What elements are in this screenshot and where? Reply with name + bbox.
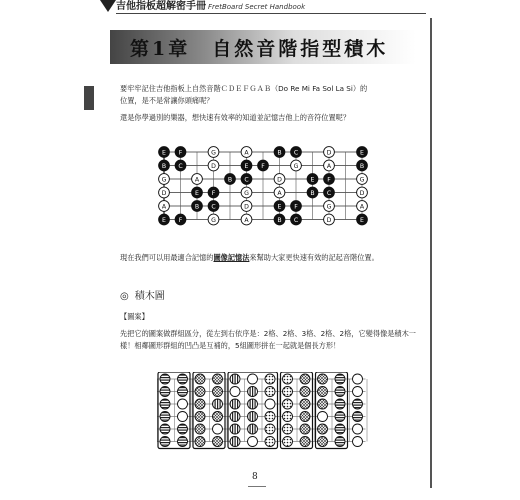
intro-paragraph-2: 還是你學過別的樂器，想快速有效率的知道並記憶吉他上的音符位置呢？ (120, 113, 351, 122)
block-marker (318, 437, 328, 447)
block-marker (160, 412, 170, 422)
block-marker (318, 412, 328, 422)
block-marker (265, 387, 275, 397)
note-label: D (161, 189, 167, 197)
header-triangle-icon (100, 0, 116, 12)
note-label: B (277, 149, 282, 157)
block-marker (195, 387, 205, 397)
block-marker (353, 387, 363, 397)
note-label: F (178, 149, 183, 157)
note-label: D (326, 216, 332, 224)
note-label: E (310, 176, 315, 184)
block-marker (283, 412, 293, 422)
block-marker (213, 412, 223, 422)
note-label: G (244, 189, 249, 197)
block-marker (300, 437, 310, 447)
block-marker (353, 412, 363, 422)
block-marker (283, 399, 293, 409)
block-marker (283, 387, 293, 397)
note-label: B (277, 216, 282, 224)
block-marker (265, 424, 275, 434)
page-number: 8 (252, 472, 258, 482)
block-marker (195, 374, 205, 384)
note-label: D (326, 149, 332, 157)
fretboard-diagram (150, 143, 380, 229)
note-label: E (162, 216, 166, 224)
pattern-label: 【圖案】 (120, 312, 149, 321)
block-marker (300, 399, 310, 409)
block-marker (195, 412, 205, 422)
block-marker (265, 399, 275, 409)
block-marker (195, 424, 205, 434)
note-label: D (244, 203, 249, 211)
note-label: E (360, 216, 364, 224)
block-marker (265, 412, 275, 422)
block-marker (248, 424, 258, 434)
block-marker (160, 437, 170, 447)
note-label: A (161, 203, 167, 211)
block-marker (230, 374, 240, 384)
note-label: C (293, 149, 299, 157)
block-marker (335, 387, 345, 397)
pattern-paragraph: 先把它的圖案做群組區分，從左到右依序是：2格、2格、3格、2格、2格，它變得像是積木一樣！相鄰圖形群組的凹凸是互補的，5組圖形拼在一起就是個長方形！ (120, 329, 416, 350)
block-marker (230, 437, 240, 447)
intro-paragraph-1: 要牢牢記住吉他指板上自然音階ＣＤＥＦＧＡＢ（Do Re Mi Fa Sol La Si）的位置，是不是常讓你頭痛呢？ (120, 84, 368, 105)
block-marker (213, 437, 223, 447)
block-marker (230, 412, 240, 422)
block-marker (300, 374, 310, 384)
block-marker (178, 387, 188, 397)
block-marker (248, 399, 258, 409)
block-marker (213, 374, 223, 384)
block-marker (178, 424, 188, 434)
block-marker (353, 437, 363, 447)
note-label: F (327, 176, 331, 184)
method-emphasis: 圖像記憶法 (213, 253, 250, 262)
note-label: A (244, 216, 249, 224)
block-marker (335, 424, 345, 434)
method-text-after: 來幫助大家更快速有效的記起音階位置。 (249, 253, 379, 262)
block-pattern-diagram (157, 372, 369, 450)
block-marker (160, 399, 170, 409)
block-marker (230, 387, 240, 397)
block-marker (248, 437, 258, 447)
header-divider (116, 13, 426, 14)
method-text-before: 現在我們可以用最適合記憶的 (120, 253, 214, 262)
method-paragraph (120, 252, 410, 264)
section-mark-icon: ◎ (120, 291, 129, 302)
block-marker (178, 412, 188, 422)
block-marker (265, 374, 275, 384)
block-marker (195, 437, 205, 447)
block-marker (178, 399, 188, 409)
note-label: C (211, 203, 216, 211)
note-label: F (211, 189, 216, 197)
note-label: F (178, 216, 183, 224)
note-label: F (261, 162, 265, 170)
block-marker (230, 399, 240, 409)
block-marker (283, 424, 293, 434)
note-label: A (194, 176, 200, 184)
note-label: G (211, 216, 216, 224)
note-label: C (293, 216, 299, 224)
note-label: B (194, 203, 200, 211)
note-label: G (293, 162, 299, 170)
note-label: B (227, 176, 233, 184)
note-label: A (326, 162, 332, 170)
block-marker (178, 437, 188, 447)
note-label: E (360, 149, 364, 157)
note-label: A (244, 149, 249, 157)
block-marker (160, 424, 170, 434)
chapter-side-tab (84, 86, 94, 110)
note-label: B (310, 189, 315, 197)
note-label: G (359, 176, 365, 184)
header-subtitle: FretBoard Secret Handbook (208, 3, 306, 11)
right-margin-rule (430, 18, 432, 488)
note-label: G (161, 176, 167, 184)
block-marker (353, 399, 363, 409)
block-marker (213, 399, 223, 409)
note-label: C (326, 189, 332, 197)
note-label: D (211, 162, 216, 170)
block-marker (300, 424, 310, 434)
block-marker (353, 374, 363, 384)
block-marker (335, 399, 345, 409)
block-marker (300, 412, 310, 422)
section-title: 積木圖 (134, 291, 165, 302)
block-marker (283, 374, 293, 384)
note-label: F (294, 203, 298, 211)
note-label: E (162, 149, 166, 157)
block-marker (178, 374, 188, 384)
block-marker (283, 437, 293, 447)
block-marker (335, 374, 345, 384)
block-marker (335, 437, 345, 447)
block-marker (213, 424, 223, 434)
block-marker (248, 374, 258, 384)
block-marker (318, 374, 328, 384)
block-marker (318, 387, 328, 397)
block-marker (318, 424, 328, 434)
note-label: D (277, 176, 282, 184)
block-marker (335, 412, 345, 422)
note-label: B (161, 162, 167, 170)
note-label: A (277, 189, 282, 197)
block-marker (248, 387, 258, 397)
block-marker (195, 399, 205, 409)
note-label: E (195, 189, 199, 197)
chapter-title: 第1章 自然音階指型積木 (130, 38, 389, 60)
block-marker (265, 437, 275, 447)
block-marker (160, 387, 170, 397)
block-marker (230, 424, 240, 434)
note-label: G (211, 149, 216, 157)
note-label: E (277, 203, 282, 211)
header-title: 吉他指板超解密手冊 (116, 1, 206, 12)
note-label: E (244, 162, 249, 170)
note-label: C (244, 176, 249, 184)
block-marker (318, 399, 328, 409)
block-marker (213, 387, 223, 397)
note-label: A (359, 203, 365, 211)
note-label: C (178, 162, 183, 170)
block-marker (300, 387, 310, 397)
block-marker (160, 374, 170, 384)
block-marker (353, 424, 363, 434)
note-label: B (359, 162, 365, 170)
section-heading (120, 287, 165, 302)
block-marker (248, 412, 258, 422)
note-label: G (326, 203, 332, 211)
note-label: D (359, 189, 365, 197)
